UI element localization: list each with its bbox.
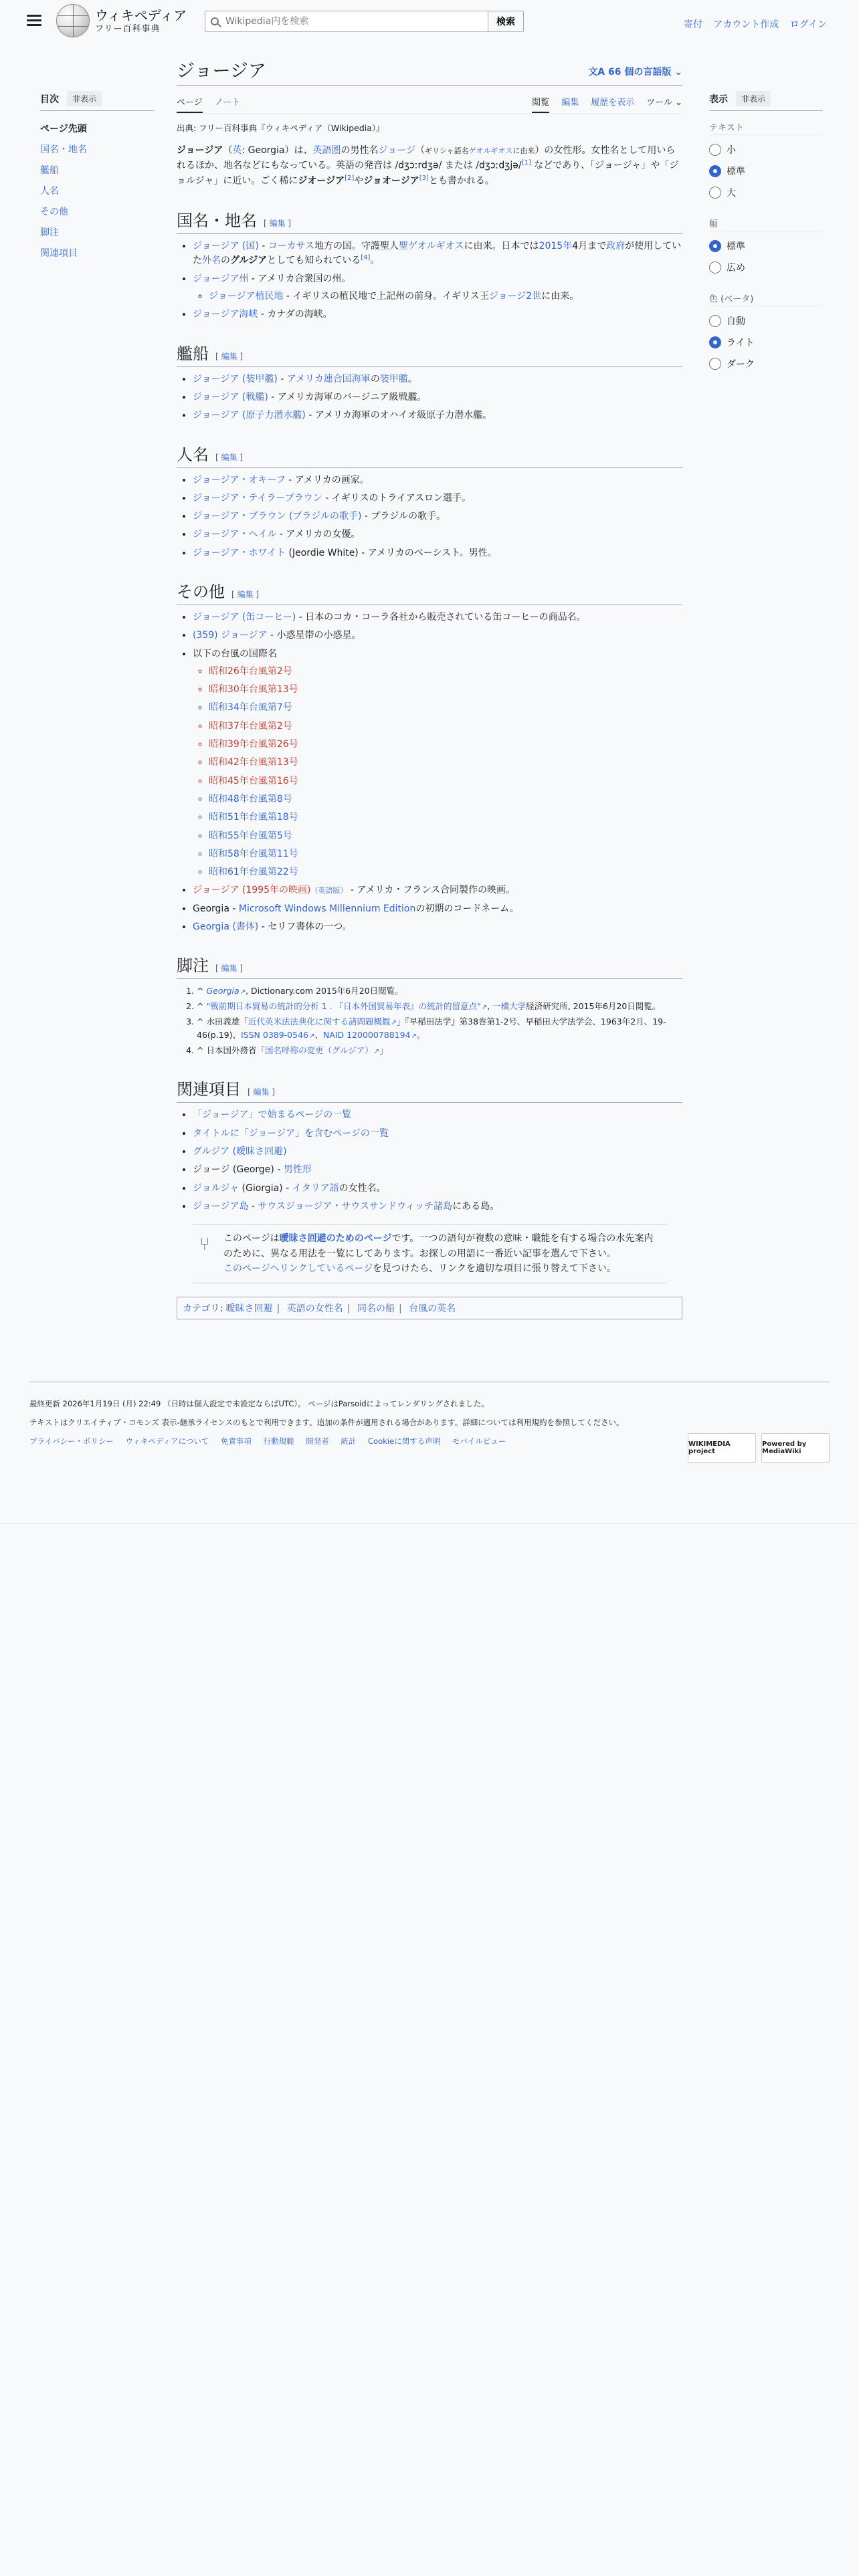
page-tabs xyxy=(177,95,682,114)
list-item: • ジョージア (戦艦) - アメリカ海軍のバージニア級戦艦。 xyxy=(193,391,682,404)
list-item: • グルジア (曖昧さ回避) xyxy=(193,1145,682,1158)
tab-tools[interactable]: ツール ⌄ xyxy=(646,98,682,108)
footer-link[interactable]: 開発者 xyxy=(306,1436,329,1446)
typhoon-link[interactable]: ◦ 昭和61年台風第22号 xyxy=(209,865,682,879)
radio-button-selected[interactable] xyxy=(709,240,721,252)
reference-item: 2. ^ "戦前期日本貿易の統計的分析 1 . 『日本外国貿易年表』の統計的留意点" ↗ , 一橋大学経済研究所, 2015年6月20日閲覧。 xyxy=(197,1000,682,1013)
toc-item-people[interactable]: 人名 xyxy=(40,186,59,197)
list-item: • ジョージア・オキーフ - アメリカの画家。 xyxy=(193,473,682,487)
footer-link[interactable]: モバイルビュー xyxy=(452,1436,506,1446)
ref-3[interactable]: [3] xyxy=(419,175,429,183)
search-input[interactable] xyxy=(224,15,478,27)
radio-button[interactable] xyxy=(709,315,721,327)
width-wide-option[interactable]: 広め xyxy=(709,261,823,274)
table-of-contents xyxy=(40,91,154,259)
source-note: 出典: フリー百科事典『ウィキペディア（Wikipedia）』 xyxy=(177,123,385,133)
section-heading-ships: 艦船[ 編集 ] xyxy=(177,340,682,367)
radio-button-selected[interactable] xyxy=(709,336,721,348)
footer-link[interactable]: 行動規範 xyxy=(263,1436,294,1446)
link-anglosphere[interactable]: 英語圏 xyxy=(312,145,341,156)
list-item: • ジョルジャ (Giorgia) - イタリア語の女性名。 xyxy=(193,1182,682,1195)
page-footer xyxy=(29,1382,830,1455)
toc-item-other[interactable]: その他 xyxy=(40,207,68,217)
wikimedia-badge[interactable]: WIKIMEDIA project xyxy=(688,1433,756,1463)
link-georgios[interactable]: ゲオルギオス xyxy=(468,146,513,155)
edit-section-link[interactable]: [ 編集 ] xyxy=(215,453,243,462)
license-text: テキストはクリエイティブ・コモンズ 表示-継承ライセンスのもとで利用できます。追加の条件が適用される場合があります。詳細については利用規約を参照してください。 xyxy=(29,1418,624,1427)
list-item: • ジョージア島 - サウスジョージア・サウスサンドウィッチ諸島にある島。 xyxy=(193,1200,682,1213)
section-heading-people: 人名[ 編集 ] xyxy=(177,441,682,468)
appearance-panel xyxy=(709,91,823,379)
list-item: • タイトルに「ジョージア」を含むページの一覧 xyxy=(193,1127,682,1140)
last-modified: 最終更新 2026年1月19日 (月) 22:49 （日時は個人設定で未設定ならばUTC）。 ページはParsoidによってレンダリングされました。 xyxy=(29,1399,489,1408)
typhoon-link[interactable]: ◦ 昭和42年台風第13号 xyxy=(209,756,682,769)
related-list xyxy=(177,1108,682,1213)
list-item: • ジョージア・ホワイト (Jeordie White) - アメリカのベーシスト。男性。 xyxy=(193,546,682,560)
section-heading-other: その他[ 編集 ] xyxy=(177,578,682,605)
width-standard-option[interactable]: 標準 xyxy=(709,239,823,253)
list-item: • ジョージア州 - アメリカ合衆国の州。 ◦ ジョージア植民地 - イギリスの植民地で上記州の前身。イギリス王ジョージ2世に由来。 xyxy=(193,272,682,304)
site-logo[interactable] xyxy=(56,4,187,37)
text-size-label: テキスト xyxy=(709,120,823,135)
places-list xyxy=(177,239,682,321)
footer-link[interactable]: ウィキペディアについて xyxy=(125,1436,209,1446)
search-button[interactable]: 検索 xyxy=(488,11,524,32)
page-title: ジョージア xyxy=(177,61,266,82)
wikipedia-globe-icon xyxy=(56,4,90,37)
ships-list xyxy=(177,372,682,423)
list-item: • ジョージア (原子力潜水艦) - アメリカ海軍のオハイオ級原子力潜水艦。 xyxy=(193,409,682,422)
toc-item-related[interactable]: 関連項目 xyxy=(40,248,78,259)
toc-item-notes[interactable]: 脚注 xyxy=(40,227,59,238)
ref-1[interactable]: [1] xyxy=(521,159,531,167)
category-link[interactable]: 曖昧さ回避 xyxy=(225,1303,273,1315)
mediawiki-badge[interactable]: Powered by MediaWiki xyxy=(761,1433,830,1463)
edit-section-link[interactable]: [ 編集 ] xyxy=(264,219,291,228)
translate-icon: 文A xyxy=(588,67,609,78)
categories-label[interactable]: カテゴリ xyxy=(183,1303,220,1315)
list-item: • Georgia (書体) - セリフ書体の一つ。 xyxy=(193,920,682,934)
list-item: • ジョージア (1995年の映画)（英語版） - アメリカ・フランス合同製作の映画。 xyxy=(193,883,682,897)
list-item: • (359) ジョージア - 小惑星帯の小惑星。 xyxy=(193,629,682,642)
toc-item-places[interactable]: 国名・地名 xyxy=(40,144,87,155)
radio-button[interactable] xyxy=(709,187,721,199)
list-item: • 以下の台風の国際名 ◦ 昭和26年台風第2号 ◦ 昭和30年台風第13号 ◦ 昭和34年台風第7号 ◦ 昭和37年台風第2号 ◦ 昭和39年台風第26号 ◦ 昭和42年台風第13号 ◦ 昭和45年台風第16号 ◦ 昭和48年台風第8号 ◦ 昭和51年台風第18号 ◦ 昭和55年台風第5号 ◦ 昭和58年台風第11号 ◦ 昭和61年台風第22号 xyxy=(193,647,682,879)
radio-button[interactable] xyxy=(709,144,721,156)
edit-section-link[interactable]: [ 編集 ] xyxy=(231,590,259,599)
color-light-option[interactable]: ライト xyxy=(709,336,823,349)
site-header xyxy=(0,0,859,43)
ref-2[interactable]: [2] xyxy=(345,175,355,183)
language-button[interactable] xyxy=(588,65,682,78)
section-heading-notes: 脚注[ 編集 ] xyxy=(177,952,682,979)
edit-section-link[interactable]: [ 編集 ] xyxy=(215,964,243,973)
typhoon-link[interactable]: ◦ 昭和51年台風第18号 xyxy=(209,811,682,824)
category-link[interactable]: 同名の船 xyxy=(357,1303,395,1315)
footer-link[interactable]: Cookieに関する声明 xyxy=(368,1436,441,1446)
search-form xyxy=(205,11,524,32)
search-box xyxy=(205,11,488,32)
tab-read[interactable]: 閲覧 xyxy=(532,95,549,113)
list-item: • ジョージア・テイラーブラウン - イギリスのトライアスロン選手。 xyxy=(193,492,682,505)
reference-item: 1. ^ Georgia ↗ , Dictionary.com 2015年6月20日閲覧。 xyxy=(197,984,682,998)
logo-tagline: フリー百科事典 xyxy=(95,23,161,34)
list-item: • ジョージア海峡 - カナダの海峡。 xyxy=(193,308,682,321)
tab-history[interactable]: 履歴を表示 xyxy=(591,98,635,108)
typhoon-link[interactable]: ◦ 昭和55年台風第5号 xyxy=(209,829,682,843)
typhoon-link[interactable]: ◦ 昭和45年台風第16号 xyxy=(209,774,682,788)
user-links xyxy=(676,17,827,31)
toc-item-ships[interactable]: 艦船 xyxy=(40,165,59,176)
list-item: • ジョージア (缶コーヒー) - 日本のコカ・コーラ各社から販売されている缶コーヒーの商品名。 xyxy=(193,611,682,624)
list-item: • ジョージア (国) - コーカサス地方の国。守護聖人聖ゲオルギオスに由来。日本では2015年4月まで政府が使用していた外名のグルジアとしても知られている[4]。 xyxy=(193,239,682,267)
footer-link[interactable]: 統計 xyxy=(341,1436,357,1446)
link-english[interactable]: 英 xyxy=(232,145,242,156)
footer-link[interactable]: 免責事項 xyxy=(220,1436,252,1446)
language-count: 66 個の言語版 xyxy=(608,67,672,78)
tab-talk[interactable]: ノート xyxy=(214,98,241,108)
width-label: 幅 xyxy=(709,217,823,231)
references-list xyxy=(177,984,682,1057)
text-size-standard-option[interactable]: 標準 xyxy=(709,165,823,178)
section-heading-places: 国名・地名[ 編集 ] xyxy=(177,207,682,234)
color-auto-option[interactable]: 自動 xyxy=(709,314,823,328)
disambiguation-icon: ⑂ xyxy=(199,1235,210,1255)
list-item: ◦ ジョージア植民地 - イギリスの植民地で上記州の前身。イギリス王ジョージ2世に由来。 xyxy=(209,290,682,303)
list-item: • ジョージ (George) - 男性形 xyxy=(193,1163,682,1176)
typhoon-link[interactable]: ◦ 昭和48年台風第8号 xyxy=(209,792,682,806)
typhoon-link[interactable]: ◦ 昭和39年台風第26号 xyxy=(209,738,682,751)
chevron-down-icon: ⌄ xyxy=(671,67,682,78)
search-icon xyxy=(211,17,219,25)
typhoon-link[interactable]: ◦ 昭和34年台風第7号 xyxy=(209,701,682,714)
reference-item: 4. ^ 日本国外務省「国名呼称の変更（グルジア） ↗ 」 xyxy=(197,1044,682,1057)
edit-section-link[interactable]: [ 編集 ] xyxy=(248,1087,275,1097)
create-account-link[interactable]: アカウント作成 xyxy=(713,19,779,30)
color-label: 色 (ベータ) xyxy=(709,292,823,306)
disambiguation-notice: ⑂ このページは曖昧さ回避のためのページです。一つの語句が複数の意味・職能を有する場合の水先案内のために、異なる用法を一覧にしてあります。お探しの用語に一番近い記事を選んで下さい。 このページへリンクしているページを見つけたら、リンクを適切な項目に張り替えて下さい。 xyxy=(193,1224,666,1283)
category-link[interactable]: 英語の女性名 xyxy=(286,1303,343,1315)
list-item: • ジョージア (装甲艦) - アメリカ連合国海軍の装甲艦。 xyxy=(193,372,682,386)
list-item: • ジョージア・ブラウン (ブラジルの歌手) - ブラジルの歌手。 xyxy=(193,510,682,523)
radio-button[interactable] xyxy=(709,358,721,370)
reference-item: 3. ^ 水田義雄「近代英米法法典化に関する諸問題概観 ↗ 」『早稲田法学』第38巻第1-2号、早稲田大学法学会、1963年2月、19-46(p.19)、ISSN 0389-0546 ↗ 、NAID 120000788194 ↗ 。 xyxy=(197,1015,682,1042)
radio-button[interactable] xyxy=(709,261,721,274)
edit-section-link[interactable]: [ 編集 ] xyxy=(215,352,243,361)
other-list xyxy=(177,611,682,934)
toc-hide-button[interactable]: 非表示 xyxy=(67,91,102,106)
category-links: カテゴリ: 曖昧さ回避 | 英語の女性名 | 同名の船 | 台風の英名 xyxy=(177,1297,682,1319)
typhoon-list xyxy=(193,665,682,879)
color-dark-option[interactable]: ダーク xyxy=(709,357,823,370)
typhoon-link[interactable]: ◦ 昭和26年台風第2号 xyxy=(209,665,682,678)
main-menu-icon[interactable] xyxy=(27,15,41,27)
toc-title: 目次 xyxy=(40,94,59,105)
logo-title: ウィキペディア xyxy=(95,7,187,23)
toc-item-top[interactable]: ページ先頭 xyxy=(40,124,87,134)
typhoon-link[interactable]: ◦ 昭和37年台風第2号 xyxy=(209,720,682,733)
section-heading-related: 関連項目[ 編集 ] xyxy=(177,1076,682,1103)
tab-page[interactable]: ページ xyxy=(177,95,203,113)
radio-button-selected[interactable] xyxy=(709,165,721,177)
link-george[interactable]: ジョージ xyxy=(378,145,415,156)
typhoon-link[interactable]: ◦ 昭和58年台風第11号 xyxy=(209,847,682,861)
list-item: • Georgia - Microsoft Windows Millennium Editionの初期のコードネーム。 xyxy=(193,902,682,916)
intro-paragraph: ジョージア（英: Georgia）は、英語圏の男性名ジョージ（ギリシャ語名ゲオルギオスに由来）の女性形。女性名として用いられるほか、地名などにもなっている。英語の発音は /dʒɔːrdʒə/ または /dʒɔːdʒjə/[1] などであり、「ジョージャ」や「ジョルジャ」に近い。ごく稀にジオージア[2]やジョオージア[3]とも書かれる。 xyxy=(177,145,679,187)
login-link[interactable]: ログイン xyxy=(789,19,827,30)
text-size-small-option[interactable]: 小 xyxy=(709,143,823,156)
appearance-title: 表示 xyxy=(709,94,728,105)
tab-edit[interactable]: 編集 xyxy=(561,98,579,108)
page-bottom-area xyxy=(0,1523,859,2576)
article-content xyxy=(177,56,682,1319)
typhoon-link[interactable]: ◦ 昭和30年台風第13号 xyxy=(209,683,682,696)
appearance-hide-button[interactable]: 非表示 xyxy=(736,91,771,106)
list-item: • 「ジョージア」で始まるページの一覧 xyxy=(193,1108,682,1121)
category-link[interactable]: 台風の英名 xyxy=(409,1303,456,1315)
footer-link[interactable]: プライバシー・ポリシー xyxy=(29,1436,114,1446)
people-list xyxy=(177,473,682,560)
text-size-large-option[interactable]: 大 xyxy=(709,186,823,199)
list-item: • ジョージア・ヘイル - アメリカの女優。 xyxy=(193,528,682,541)
donate-link[interactable]: 寄付 xyxy=(683,19,702,30)
